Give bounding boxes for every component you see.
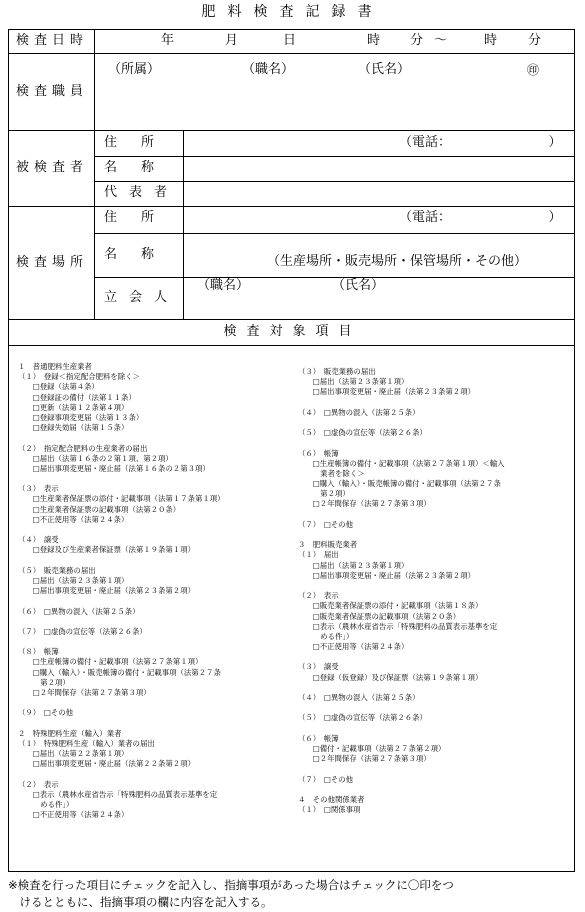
- witness-name-label: （氏名）: [332, 278, 385, 293]
- list-item: （４） □異物の混入（法第２５条）: [298, 407, 420, 417]
- end-hour-unit: 時: [484, 33, 498, 48]
- list-item: 第２項）: [298, 489, 350, 499]
- list-item: □２年間保存（法第２７条第３項）: [298, 499, 431, 509]
- inspectee-address-label: 住所: [104, 135, 179, 150]
- list-item: □登録失効届（法第１５条）: [18, 423, 129, 433]
- list-spacer: [18, 596, 225, 606]
- date-year-unit: 年: [161, 33, 175, 48]
- list-item: □不正使用等（法第２４条）: [298, 642, 409, 652]
- inspector-label: 検査職員: [16, 84, 89, 99]
- list-item: （１） 登録＜指定配合肥料を除く＞: [18, 372, 140, 382]
- list-spacer: [298, 652, 505, 662]
- list-item: （６） 帳簿: [298, 733, 339, 743]
- place-phone-label: （電話： ）: [399, 210, 562, 225]
- list-item: □登録（法第４条）: [18, 382, 99, 392]
- date-label: 検査日時: [16, 33, 89, 48]
- list-item: １ 普通肥料生産業者: [18, 362, 92, 371]
- list-item: （６） □異物の混入（法第２５条）: [18, 606, 140, 616]
- list-spacer: [298, 764, 505, 774]
- list-item: □届出事項変更届・廃止届（法第２３条第２項）: [298, 570, 475, 580]
- list-item: （５） □虚偽の宣伝等（法第２６条）: [298, 428, 427, 438]
- list-spacer: [298, 438, 505, 448]
- list-item: □購入（輸入）・販売帳簿の備付・記載事項（法第２７条: [298, 479, 501, 489]
- list-item: （５） □虚偽の宣伝等（法第２６条）: [298, 713, 427, 723]
- list-item: □届出（法第２２条第１項）: [18, 749, 129, 759]
- list-item: □表示（農林水産省告示「特殊肥料の品質表示基準を定: [18, 789, 218, 799]
- list-item: （１） □関係事項: [298, 805, 361, 815]
- footnote-line: ※検査を行った項目にチェックを記入し、指摘事項があった場合はチェックに〇印をつ: [8, 878, 454, 892]
- list-item: □登録証の備付（法第１１条）: [18, 392, 136, 402]
- document-title: 肥料検査記録書: [201, 4, 384, 20]
- inspectee-label: 被検査者: [16, 160, 89, 175]
- list-item: （２） 表示: [298, 591, 339, 601]
- list-item: □届出事項変更届・廃止届（法第２３条第２項）: [298, 387, 475, 397]
- list-item: □更新（法第１２条第４項）: [18, 402, 129, 412]
- inspector-position-label: （職名）: [242, 62, 295, 77]
- list-spacer: [18, 719, 225, 729]
- items-header: 検査対象項目: [223, 324, 362, 339]
- list-item: □届出事項変更届・廃止届（法第２２条第２項）: [18, 759, 195, 769]
- rule-place-1: [94, 233, 575, 234]
- list-item: □２年間保存（法第２７条第３項）: [298, 754, 431, 764]
- list-spacer: [18, 617, 225, 627]
- list-item: □届出事項変更届・廃止届（法第２３条第２項）: [18, 586, 195, 596]
- list-item: □届出（法第２３条第１項）: [18, 575, 129, 585]
- list-spacer: [298, 530, 505, 540]
- list-item: □不正使用等（法第２４条）: [18, 810, 129, 820]
- list-item: （４） □異物の混入（法第２５条）: [298, 693, 420, 702]
- footnote-line: けるとともに、指摘事項の欄に内容を記入する。: [8, 895, 273, 909]
- list-item: （９） □その他: [18, 708, 74, 718]
- inspector-affiliation-label: （所属）: [108, 62, 161, 77]
- list-item: □購入（輸入）・販売帳簿の備付・記載事項（法第２７条: [18, 667, 221, 677]
- rule-inspectee-1: [94, 156, 575, 157]
- date-day-unit: 日: [283, 33, 297, 48]
- place-type-options: （生産場所・販売場所・保管場所・その他）: [267, 254, 528, 269]
- list-item: □販売業者保証票の記載事項（法第２０条）: [298, 611, 461, 621]
- list-item: （７） □その他: [298, 774, 354, 784]
- right-item-list: [298, 367, 505, 815]
- rule-inspectee-2: [94, 181, 575, 182]
- list-item: （３） 表示: [18, 484, 59, 494]
- list-item: □登録及び生産業者保証票（法第１９条第１項）: [18, 545, 195, 555]
- list-item: （２） 表示: [18, 779, 59, 789]
- list-item: （７） □虚偽の宣伝等（法第２６条）: [18, 626, 147, 636]
- start-minute-unit: 分: [410, 33, 424, 48]
- rule-after-items-header: [8, 345, 575, 346]
- place-label: 検査場所: [16, 255, 89, 270]
- place-witness-label: 立会人: [104, 290, 180, 305]
- list-item: □登録事項変更届（法第１３条）: [18, 412, 144, 422]
- list-spacer: [298, 510, 505, 520]
- list-spacer: [18, 556, 225, 566]
- list-item: （１） 届出: [298, 550, 339, 560]
- end-minute-unit: 分: [528, 33, 542, 48]
- list-spacer: [298, 724, 505, 734]
- inspectee-representative-label: 代表者: [104, 185, 180, 200]
- rule-after-place: [8, 319, 575, 320]
- list-spacer: [18, 525, 225, 535]
- start-hour-unit: 時: [367, 33, 381, 48]
- left-item-list: [18, 362, 225, 820]
- list-spacer: [298, 683, 505, 693]
- list-spacer: [18, 474, 225, 484]
- date-month-unit: 月: [225, 33, 239, 48]
- list-item: める件」）: [298, 631, 354, 641]
- list-item: （３） 譲受: [298, 662, 339, 672]
- list-item: □届出事項変更届・廃止届（法第１６条の２第３項）: [18, 463, 210, 473]
- list-item: □生産帳簿の備付・記載事項（法第２７条第１項）＜輸入: [298, 458, 505, 468]
- list-item: （５） 販売業務の届出: [18, 565, 96, 575]
- list-spacer: [18, 433, 225, 443]
- place-address-label: 住所: [104, 210, 179, 225]
- list-item: （１） 特殊肥料生産（輸入）業者の届出: [18, 738, 155, 748]
- list-spacer: [18, 770, 225, 780]
- list-spacer: [18, 637, 225, 647]
- inspectee-name-label: 名称: [104, 160, 179, 175]
- list-item: （４） 譲受: [18, 535, 59, 545]
- list-item: □届出（法第２３条第１項）: [298, 560, 409, 570]
- list-item: （３） 販売業務の届出: [298, 367, 376, 376]
- list-spacer: [298, 418, 505, 428]
- list-item: （８） 帳簿: [18, 647, 59, 657]
- list-item: 第２項）: [18, 677, 70, 687]
- label-column-divider: [94, 29, 95, 319]
- list-item: ３ 肥料販売業者: [298, 540, 358, 550]
- list-item: □２年間保存（法第２７条第３項）: [18, 688, 151, 697]
- list-spacer: [298, 703, 505, 713]
- inspectee-phone-label: （電話： ）: [399, 135, 562, 150]
- list-spacer: [298, 398, 505, 408]
- witness-position-label: （職名）: [197, 278, 250, 293]
- list-item: □生産帳簿の備付・記載事項（法第２７条第１項）: [18, 657, 203, 667]
- list-spacer: [298, 581, 505, 591]
- place-name-label: 名称: [104, 247, 179, 262]
- list-item: □備付・記載事項（法第２７条第２項）: [298, 743, 446, 753]
- list-item: □登録（仮登録）及び保証票（法第１９条第１項）: [298, 672, 483, 682]
- list-spacer: [18, 698, 225, 708]
- inspector-name-label: （氏名）: [358, 62, 411, 77]
- sublabel-column-divider: [183, 130, 184, 319]
- list-item: □生産業者保証票の記載事項（法第２０条）: [18, 504, 181, 514]
- list-item: □表示（農林水産省告示「特殊肥料の品質表示基準を定: [298, 621, 498, 631]
- list-item: （２） 指定配合肥料の生産業者の届出: [18, 443, 148, 453]
- list-item: （６） 帳簿: [298, 448, 339, 458]
- list-item: 業者を除く＞: [298, 468, 365, 478]
- list-item: （７） □その他: [298, 519, 354, 529]
- list-item: □不正使用等（法第２４条）: [18, 514, 129, 524]
- footnote: [8, 877, 578, 911]
- seal-mark: ㊞: [527, 63, 540, 77]
- time-range-tilde: 〜: [434, 33, 448, 48]
- list-item: ２ 特殊肥料生産（輸入）業者: [18, 728, 122, 738]
- list-item: □販売業者保証票の添付・記載事項（法第１８条）: [298, 601, 483, 611]
- list-item: □届出（法第２３条第１項）: [298, 377, 409, 387]
- list-item: ４ その他関係業者: [298, 794, 365, 804]
- list-item: める件」）: [18, 800, 74, 810]
- list-item: □届出（法第１６条の２第１項、第２項）: [18, 453, 173, 463]
- list-spacer: [298, 785, 505, 795]
- list-item: □生産業者保証票の添付・記載事項（法第１７条第１項）: [18, 494, 225, 504]
